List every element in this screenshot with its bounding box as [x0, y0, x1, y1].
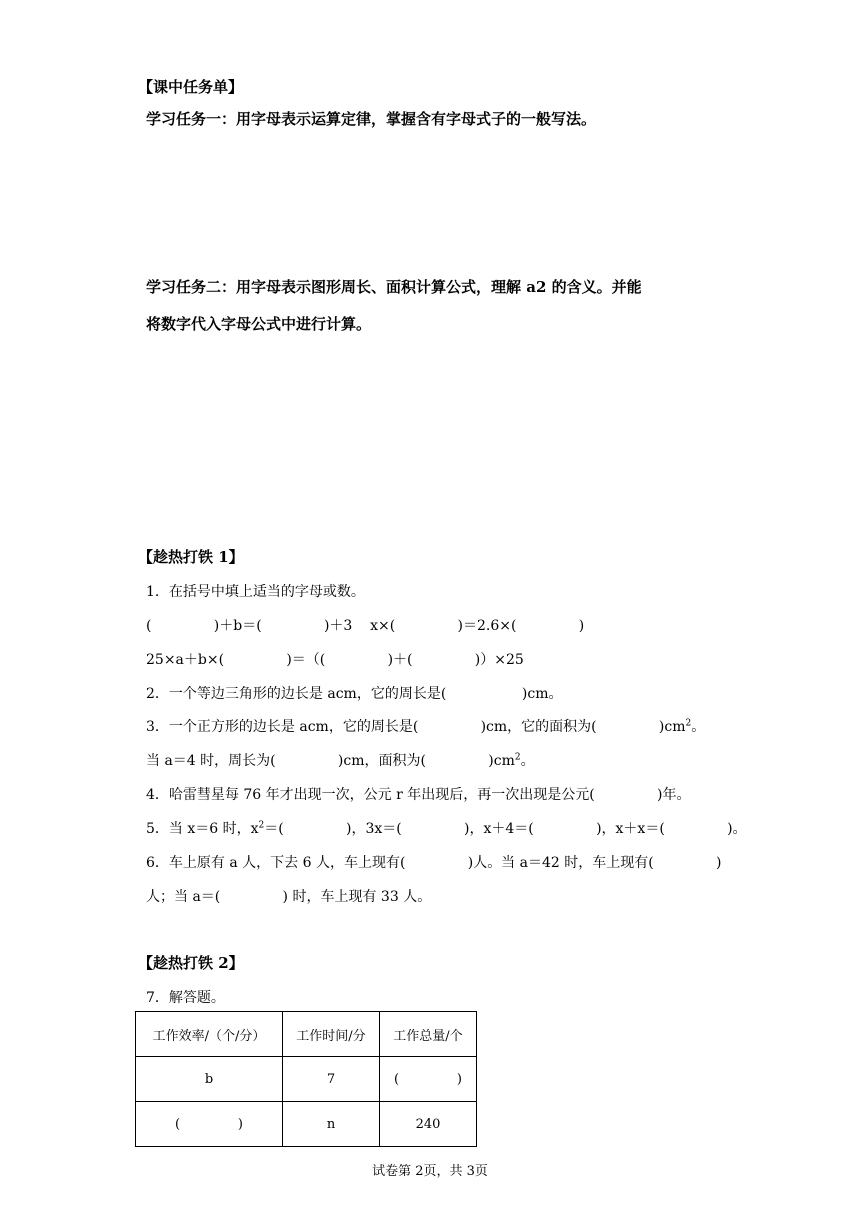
question-1: 1．在括号中填上适当的字母或数。 — [146, 584, 365, 600]
q3-a-text: 3．一个正方形的边长是 acm，它的周长是( )cm，它的面积为( )cm — [146, 719, 686, 735]
table-cell: 240 — [380, 1102, 477, 1147]
question-3-line-1 — [146, 716, 705, 736]
table-cell: 7 — [283, 1057, 380, 1102]
work-table — [135, 1011, 477, 1147]
page-footer: 试卷第 2页，共 3页 — [372, 1164, 488, 1179]
q3-b-sup: 2 — [514, 752, 521, 763]
q3-a-sup: 2 — [685, 718, 692, 729]
practice-1-heading: 【趁热打铁 1】 — [138, 548, 244, 566]
question-1-line-1: ( )＋b＝( )＋3 x×( )＝2.6×( ) — [146, 618, 585, 634]
table-header-cell: 工作总量/个 — [380, 1012, 477, 1057]
task-1: 学习任务一：用字母表示运算定律，掌握含有字母式子的一般写法。 — [146, 110, 597, 128]
question-1-line-2: 25×a＋b×( )＝（( )＋( )）×25 — [146, 652, 524, 668]
q3-b-text: 当 a＝4 时，周长为( )cm，面积为( )cm — [146, 753, 515, 769]
table-header-cell: 工作效率/（个/分） — [136, 1012, 283, 1057]
table-cell: b — [136, 1057, 283, 1102]
question-5 — [146, 818, 747, 838]
practice-2-heading: 【趁热打铁 2】 — [138, 954, 244, 972]
question-6-line-2: 人；当 a＝( ) 时，车上现有 33 人。 — [146, 889, 432, 905]
table-cell: ( ) — [136, 1102, 283, 1147]
q5-a: 5．当 x＝6 时，x — [146, 821, 259, 837]
q3-a-end: 。 — [691, 719, 706, 735]
q5-sup: 2 — [258, 820, 265, 831]
table-cell: ( ) — [380, 1057, 477, 1102]
q5-b: ＝( )，3x＝( )，x＋4＝( )，x＋x＝( )。 — [264, 821, 747, 837]
table-cell: n — [283, 1102, 380, 1147]
question-2: 2．一个等边三角形的边长是 acm，它的周长是( )cm。 — [146, 686, 563, 702]
table-header-cell: 工作时间/分 — [283, 1012, 380, 1057]
question-4: 4．哈雷彗星每 76 年才出现一次，公元 r 年出现后，再一次出现是公元( )年。 — [146, 787, 691, 803]
section-header: 【课中任务单】 — [138, 78, 244, 96]
task-2-line-2: 将数字代入字母公式中进行计算。 — [146, 315, 372, 333]
question-7: 7．解答题。 — [146, 990, 225, 1006]
table-row — [136, 1102, 477, 1147]
q3-b-end: 。 — [520, 753, 535, 769]
table-row — [136, 1057, 477, 1102]
question-6-line-1: 6．车上原有 a 人，下去 6 人，车上现有( )人。当 a＝42 时，车上现有( ) — [146, 855, 722, 871]
question-3-line-2 — [146, 750, 535, 770]
table-header-row — [136, 1012, 477, 1057]
task-2-line-1: 学习任务二：用字母表示图形周长、面积计算公式，理解 a2 的含义。并能 — [146, 278, 642, 296]
